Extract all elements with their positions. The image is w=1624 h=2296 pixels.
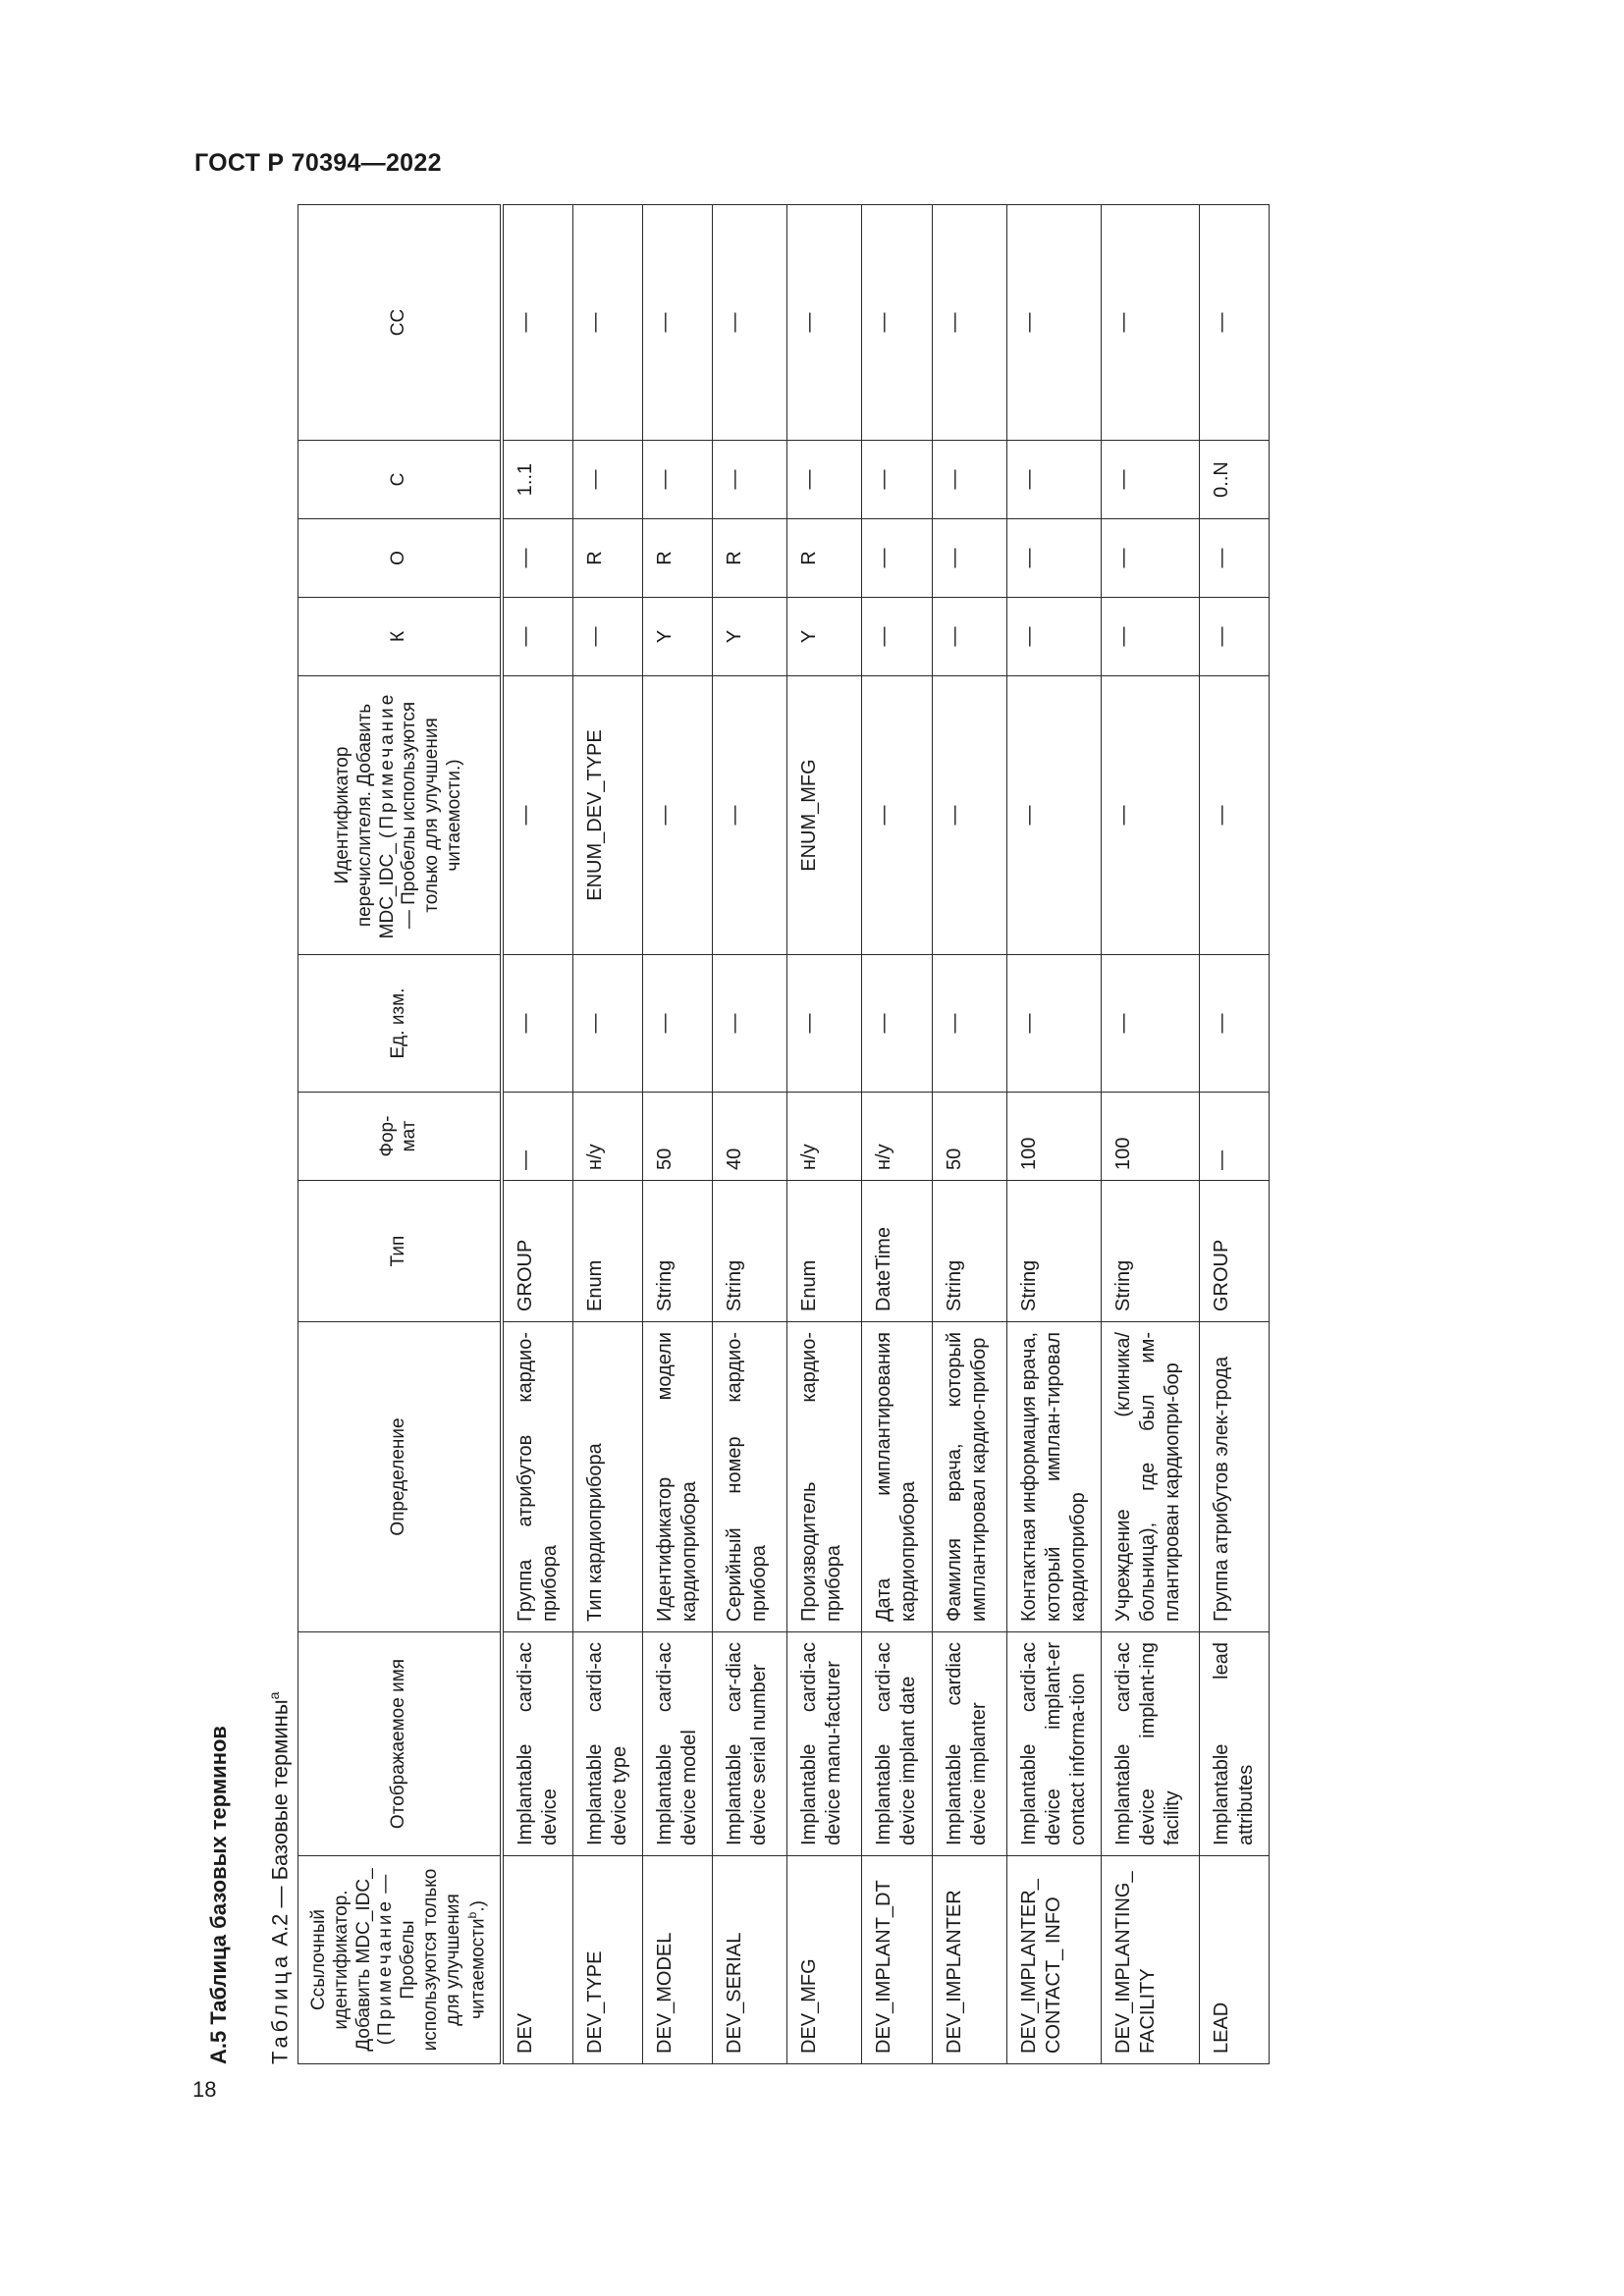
cell-c: 1..1: [502, 441, 573, 519]
table-caption: [254, 1692, 294, 2064]
cell-k: —: [932, 598, 1006, 676]
cell-c: —: [712, 441, 786, 519]
table-row: [712, 205, 786, 2064]
cell-format: 40: [712, 1093, 786, 1181]
cell-ref: DEV_TYPE: [572, 1856, 642, 2064]
cell-k: Y: [642, 598, 712, 676]
cell-k: —: [1006, 598, 1101, 676]
cell-definition: Идентификатор модели кардиоприбора: [642, 1322, 712, 1632]
cell-ref: DEV_IMPLANTER_ CONTACT_ INFO: [1006, 1856, 1101, 2064]
cell-definition: Группа атрибутов кардио-прибора: [502, 1322, 573, 1632]
cell-type: Enum: [572, 1181, 642, 1322]
table-row: [1101, 205, 1199, 2064]
cell-definition: Тип кардиоприбора: [572, 1322, 642, 1632]
page-number: 18: [192, 2077, 217, 2102]
cell-format: н/у: [572, 1093, 642, 1181]
table-row: [642, 205, 712, 2064]
cell-ref: LEAD: [1199, 1856, 1269, 2064]
cell-cc: —: [712, 205, 786, 441]
cell-k: —: [502, 598, 573, 676]
cell-unit: —: [712, 955, 786, 1093]
cell-format: 50: [642, 1093, 712, 1181]
cell-type: String: [1006, 1181, 1101, 1322]
cell-c: —: [642, 441, 712, 519]
table-row: [786, 205, 861, 2064]
cell-cc: —: [572, 205, 642, 441]
cell-o: R: [712, 519, 786, 598]
cell-unit: —: [786, 955, 861, 1093]
table-caption-footnote: a: [266, 1691, 282, 1700]
cell-cc: —: [1199, 205, 1269, 441]
cell-enum: ENUM_MFG: [786, 676, 861, 955]
cell-enum: —: [642, 676, 712, 955]
cell-name: Implantable cardi-ac device manu-facturer: [786, 1632, 861, 1856]
cell-o: —: [1199, 519, 1269, 598]
cell-name: Implantable cardi-ac device: [502, 1632, 573, 1856]
header-display-name: Отображаемое имя: [298, 1632, 502, 1856]
table-row: [502, 205, 573, 2064]
cell-definition: Производитель кардио-прибора: [786, 1322, 861, 1632]
cell-k: Y: [786, 598, 861, 676]
cell-format: н/у: [786, 1093, 861, 1181]
cell-name: Implantable cardi-ac device implant-er contact informa-tion: [1006, 1632, 1101, 1856]
cell-c: —: [861, 441, 932, 519]
cell-ref: DEV_MODEL: [642, 1856, 712, 2064]
cell-k: —: [861, 598, 932, 676]
cell-name: Implantable cardi-ac device implant date: [861, 1632, 932, 1856]
cell-k: —: [1101, 598, 1199, 676]
table-row: [861, 205, 932, 2064]
cell-o: —: [1006, 519, 1101, 598]
cell-unit: —: [1199, 955, 1269, 1093]
header-c: С: [298, 441, 502, 519]
cell-format: н/у: [861, 1093, 932, 1181]
cell-k: —: [1199, 598, 1269, 676]
cell-format: —: [1199, 1093, 1269, 1181]
cell-cc: —: [1101, 205, 1199, 441]
cell-definition: Группа атрибутов элек-трода: [1199, 1322, 1269, 1632]
cell-ref: DEV_IMPLANT_DT: [861, 1856, 932, 2064]
cell-ref: DEV_IMPLANTING_ FACILITY: [1101, 1856, 1199, 2064]
cell-unit: —: [932, 955, 1006, 1093]
cell-name: Implantable cardiac device implanter: [932, 1632, 1006, 1856]
cell-definition: Учреждение (клиника/ больница), где был им-плантирован кардиопри-бор: [1101, 1322, 1199, 1632]
cell-enum: —: [861, 676, 932, 955]
cell-c: —: [786, 441, 861, 519]
header-ref-id: Ссылочный идентификатор. Добавить MDC_IDC_ (Примечание — Пробелы используются только для улучшения читаемости$^b$.): [298, 1856, 502, 2064]
cell-c: 0..N: [1199, 441, 1269, 519]
table-row: [1006, 205, 1101, 2064]
cell-type: String: [1101, 1181, 1199, 1322]
cell-ref: DEV_IMPLANTER: [932, 1856, 1006, 2064]
cell-type: GROUP: [502, 1181, 573, 1322]
cell-cc: —: [861, 205, 932, 441]
cell-o: —: [932, 519, 1006, 598]
cell-format: 50: [932, 1093, 1006, 1181]
cell-name: Implantable cardi-ac device model: [642, 1632, 712, 1856]
cell-k: —: [572, 598, 642, 676]
cell-cc: —: [786, 205, 861, 441]
cell-definition: Фамилия врача, который имплантировал кардио-прибор: [932, 1322, 1006, 1632]
cell-k: Y: [712, 598, 786, 676]
cell-type: Enum: [786, 1181, 861, 1322]
rotated-content: [199, 205, 1257, 2064]
cell-name: Implantable car-diac device serial number: [712, 1632, 786, 1856]
header-o: О: [298, 519, 502, 598]
table-header-row: [298, 205, 502, 2064]
cell-o: —: [861, 519, 932, 598]
header-definition: Определение: [298, 1322, 502, 1632]
cell-cc: —: [932, 205, 1006, 441]
cell-unit: —: [1006, 955, 1101, 1093]
cell-definition: Контактная информация врача, который имплан-тировал кардиоприбор: [1006, 1322, 1101, 1632]
cell-o: —: [1101, 519, 1199, 598]
header-enum-id: Идентификатор перечислителя. Добавить MDC_IDC_ (Примечание — Пробелы используются только для улучшения читаемости.): [298, 676, 502, 955]
table-caption-word: Таблица: [267, 1951, 293, 2064]
cell-enum: —: [1199, 676, 1269, 955]
cell-type: DateTime: [861, 1181, 932, 1322]
cell-c: —: [932, 441, 1006, 519]
cell-cc: —: [642, 205, 712, 441]
cell-unit: —: [502, 955, 573, 1093]
cell-name: Implantable cardi-ac device type: [572, 1632, 642, 1856]
cell-format: 100: [1006, 1093, 1101, 1181]
cell-cc: —: [502, 205, 573, 441]
cell-unit: —: [861, 955, 932, 1093]
table-row: [572, 205, 642, 2064]
cell-c: —: [1101, 441, 1199, 519]
cell-enum: —: [1101, 676, 1199, 955]
cell-type: String: [642, 1181, 712, 1322]
standard-id: ГОСТ Р 70394—2022: [194, 149, 442, 177]
header-format: Фор-мат: [298, 1093, 502, 1181]
table-caption-text: А.2 — Базовые термины: [267, 1699, 293, 1952]
cell-type: String: [712, 1181, 786, 1322]
cell-name: Implantable lead attributes: [1199, 1632, 1269, 1856]
cell-definition: Серийный номер кардио-прибора: [712, 1322, 786, 1632]
cell-o: R: [786, 519, 861, 598]
terms-table: [298, 204, 1270, 2064]
cell-unit: —: [572, 955, 642, 1093]
cell-format: —: [502, 1093, 573, 1181]
cell-ref: DEV_SERIAL: [712, 1856, 786, 2064]
cell-enum: —: [502, 676, 573, 955]
cell-enum: ENUM_DEV_TYPE: [572, 676, 642, 955]
header-unit: Ед. изм.: [298, 955, 502, 1093]
header-cc: СС: [298, 205, 502, 441]
cell-format: 100: [1101, 1093, 1199, 1181]
cell-o: R: [572, 519, 642, 598]
cell-unit: —: [642, 955, 712, 1093]
header-type: Тип: [298, 1181, 502, 1322]
cell-ref: DEV: [502, 1856, 573, 2064]
cell-o: —: [502, 519, 573, 598]
cell-unit: —: [1101, 955, 1199, 1093]
cell-cc: —: [1006, 205, 1101, 441]
cell-enum: —: [712, 676, 786, 955]
cell-c: —: [572, 441, 642, 519]
cell-enum: —: [1006, 676, 1101, 955]
cell-o: R: [642, 519, 712, 598]
cell-c: —: [1006, 441, 1101, 519]
cell-ref: DEV_MFG: [786, 1856, 861, 2064]
cell-enum: —: [932, 676, 1006, 955]
cell-type: GROUP: [1199, 1181, 1269, 1322]
section-title: А.5 Таблица базовых терминов: [206, 1726, 231, 2064]
cell-definition: Дата имплантирования кардиоприбора: [861, 1322, 932, 1632]
header-k: К: [298, 598, 502, 676]
cell-name: Implantable cardi-ac device implant-ing facility: [1101, 1632, 1199, 1856]
cell-type: String: [932, 1181, 1006, 1322]
table-row: [932, 205, 1006, 2064]
table-row: [1199, 205, 1269, 2064]
